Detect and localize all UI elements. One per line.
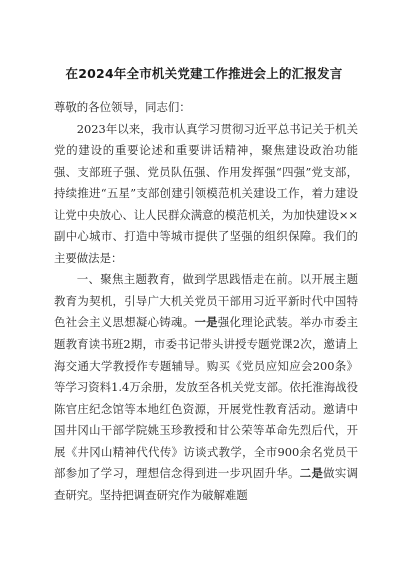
document-body xyxy=(54,97,358,506)
point-one-text: 强化理论武装。举办市委主题教育读书班2期，市委书记带头讲授专题党课2次，邀请上海交通大学教授作专题辅导。购买《党员应知应会200条》等学习资料1.4万余册，发放至各机关党支部。依托淮海战役陈官庄纪念馆等本地红色资源，开展党性教育活动。邀请中国井冈山干部学院姚玉珍教授和甘公荣等革命先烈后代，开展《井冈山精神代代传》访谈式教学，全市900余名党员干部参加了学习，理想信念得到进一步巩固升华。 xyxy=(54,315,358,481)
point-two-label: 二是 xyxy=(299,466,324,481)
point-two-text: 做实调查研究。坚持把调查研究作为破解难题 xyxy=(54,466,358,502)
paragraph-section-one xyxy=(54,269,358,506)
paragraph-intro: 2023年以来，我市认真学习贯彻习近平总书记关于机关党的建设的重要论述和重要讲话精神，聚焦建设政治功能强、支部班子强、党员队伍强、作用发挥强“四强”党支部，持续推进“五星”支部创建引领模范机关建设工作，着力建设让党中央放心、让人民群众满意的模范机关，为加快建设××副中心城市、打造中等城市提供了坚强的组织保障。我们的主要做法是： xyxy=(54,121,358,265)
section-one-lead: 一、聚焦主题教育，做到学思践悟走在前。以开展主题教育为契机，引导广大机关党员干部用习近平新时代中国特色社会主义思想凝心铸魂。 xyxy=(54,272,358,330)
document-title: 在2024年全市机关党建工作推进会上的汇报发言 xyxy=(65,66,343,81)
point-one-label: 一是 xyxy=(194,315,218,330)
salutation: 尊敬的各位领导，同志们： xyxy=(54,100,191,114)
